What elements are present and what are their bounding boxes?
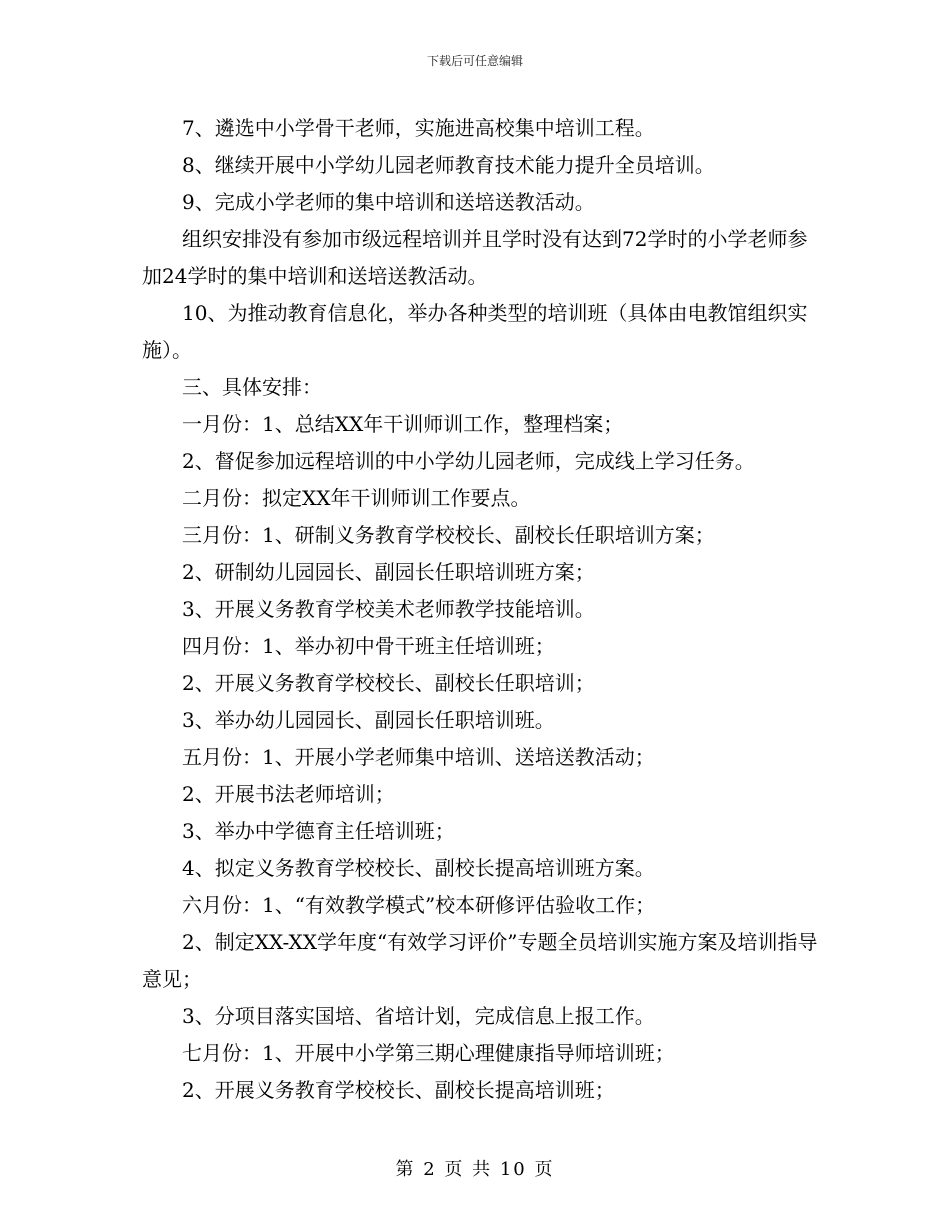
paragraph: 2、制定XX-XX学年度“有效学习评价”专题全员培训实施方案及培训指导意见；	[142, 930, 818, 991]
paragraph: 8、继续开展中小学幼儿园老师教育技术能力提升全员培训。	[182, 153, 715, 177]
paragraph: 2、督促参加远程培训的中小学幼儿园老师，完成线上学习任务。	[182, 449, 755, 473]
paragraph: 五月份：1、开展小学老师集中培训、送培送教活动；	[182, 745, 655, 769]
paragraph: 2、开展义务教育学校校长、副校长提高培训班；	[182, 1078, 615, 1102]
document-body	[142, 110, 822, 1109]
paragraph: 二月份：拟定XX年干训师训工作要点。	[182, 486, 531, 510]
paragraph: 2、研制幼儿园园长、副园长任职培训班方案；	[182, 560, 595, 584]
paragraph: 四月份：1、举办初中骨干班主任培训班；	[182, 634, 555, 658]
section-heading: 三、具体安排：	[182, 375, 322, 399]
paragraph: 组织安排没有参加市级远程培训并且学时没有达到72学时的小学老师参加24学时的集中培训和送培送教活动。	[142, 227, 808, 288]
paragraph: 2、开展书法老师培训；	[182, 782, 395, 806]
paragraph: 七月份：1、开展中小学第三期心理健康指导师培训班；	[182, 1041, 675, 1065]
paragraph: 3、举办中学德育主任培训班；	[182, 819, 455, 843]
paragraph: 9、完成小学老师的集中培训和送培送教活动。	[182, 190, 595, 214]
paragraph: 10、为推动教育信息化，举办各种类型的培训班（具体由电教馆组织实施）。	[142, 301, 808, 362]
paragraph: 3、分项目落实国培、省培计划，完成信息上报工作。	[182, 1004, 655, 1028]
paragraph: 7、遴选中小学骨干老师，实施进高校集中培训工程。	[182, 116, 655, 140]
paragraph: 六月份：1、“有效教学模式”校本研修评估验收工作；	[182, 893, 656, 917]
paragraph: 三月份：1、研制义务教育学校校长、副校长任职培训方案；	[182, 523, 715, 547]
paragraph: 3、开展义务教育学校美术老师教学技能培训。	[182, 597, 595, 621]
page-number: 第 2 页 共 10 页	[395, 1159, 555, 1180]
paragraph: 2、开展义务教育学校校长、副校长任职培训；	[182, 671, 595, 695]
paragraph: 一月份：1、总结XX年干训师训工作，整理档案；	[182, 412, 624, 436]
paragraph: 3、举办幼儿园园长、副园长任职培训班。	[182, 708, 555, 732]
page-header: 下载后可任意编辑	[426, 54, 523, 68]
paragraph: 4、拟定义务教育学校校长、副校长提高培训班方案。	[182, 856, 655, 880]
